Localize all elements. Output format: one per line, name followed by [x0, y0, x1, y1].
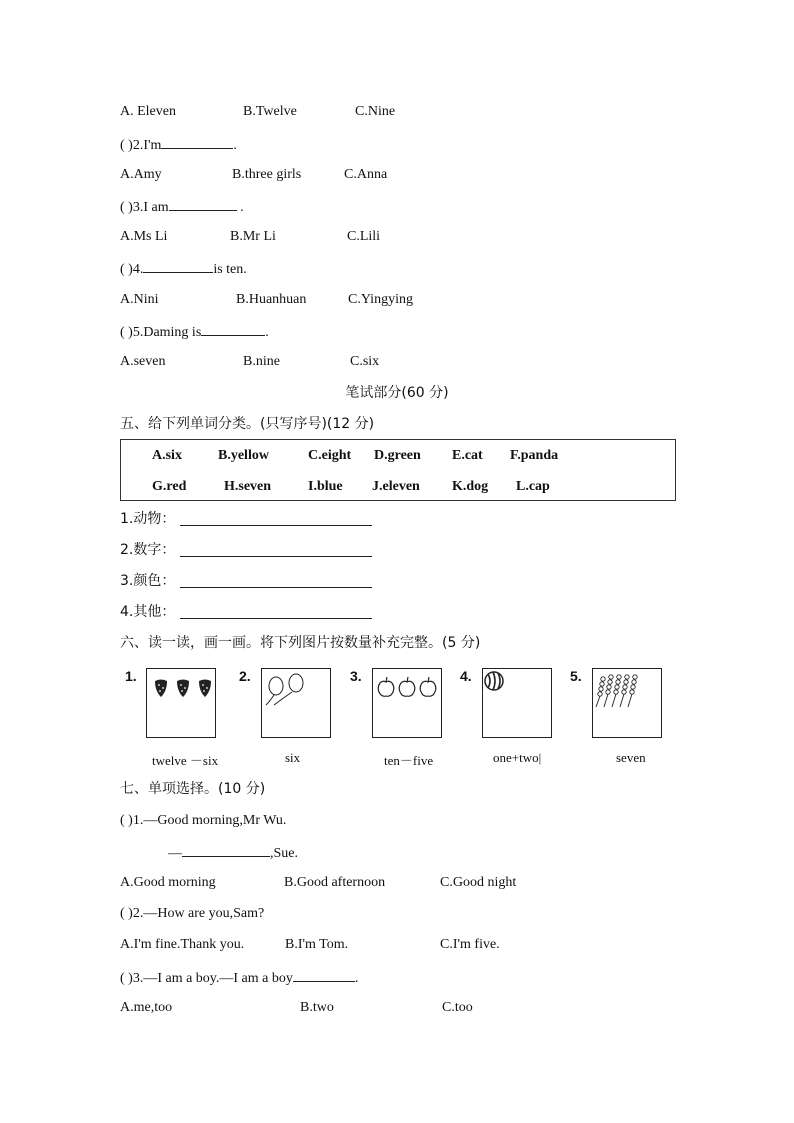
answer-paren[interactable]: ( ) [120, 262, 133, 277]
option-c: C.Yingying [348, 292, 413, 307]
question-end: . [233, 138, 237, 153]
answer-blank[interactable] [161, 134, 233, 149]
options-row-7-3 [120, 998, 600, 1018]
answer-paren[interactable]: ( ) [120, 906, 133, 921]
option-a: A.me,too [120, 1000, 173, 1015]
answer-blank[interactable] [182, 842, 270, 857]
question-7-1-reply [168, 842, 298, 862]
picture-caption: one+two| [493, 750, 542, 765]
reply-end: ,Sue. [270, 846, 298, 861]
option-a: A. Eleven [120, 104, 176, 119]
answer-paren[interactable]: ( ) [120, 813, 133, 828]
question-end: is ten. [213, 262, 247, 277]
question-text: 2.I'm [132, 138, 162, 153]
word-bank-box [120, 439, 676, 501]
option-b: B.Huanhuan [236, 292, 307, 307]
option-a: A.I'm fine.Thank you. [120, 937, 245, 952]
option-c: C.six [350, 354, 380, 369]
balloon-icon [262, 669, 330, 737]
option-a: A.Good morning [120, 875, 216, 890]
question-text: 1.—Good morning,Mr Wu. [132, 813, 287, 828]
options-row-1 [120, 102, 520, 122]
options-row-3 [120, 227, 520, 247]
options-row-4 [120, 290, 520, 310]
picture-caption: six [285, 750, 301, 765]
question-7-3 [120, 967, 358, 987]
option-a: A.Ms Li [120, 229, 168, 244]
option-c: C.too [442, 1000, 473, 1015]
word-item: J.eleven [372, 479, 420, 494]
word-item: C.eight [308, 448, 352, 463]
category-answer-line[interactable] [180, 525, 372, 526]
picture-caption: seven [616, 750, 646, 765]
category-label-animals: 1.动物： [120, 511, 176, 527]
word-item: G.red [152, 479, 187, 494]
answer-paren[interactable]: ( ) [120, 971, 133, 986]
answer-paren[interactable]: ( ) [120, 200, 133, 215]
picture-box-strawberries[interactable] [146, 668, 216, 738]
word-item: F.panda [510, 448, 559, 463]
options-row-7-1 [120, 873, 600, 893]
picture-number: 5. [570, 668, 582, 684]
word-item: K.dog [452, 479, 489, 494]
question-end: . [236, 200, 244, 215]
option-b: B.Twelve [243, 104, 297, 119]
picture-caption: twelve －six [152, 753, 219, 768]
question-3 [120, 196, 244, 216]
section-6-title: 六、读一读，画一画。将下列图片按数量补充完整。(5 分) [120, 635, 481, 651]
answer-paren[interactable]: ( ) [120, 138, 133, 153]
category-label-colors: 3.颜色： [120, 573, 176, 589]
picture-caption: ten－five [384, 753, 434, 768]
answer-blank[interactable] [293, 967, 355, 982]
option-c: C.Good night [440, 875, 517, 890]
question-end: . [265, 325, 269, 340]
option-b: B.two [300, 1000, 334, 1015]
category-answer-line[interactable] [180, 556, 372, 557]
word-item: I.blue [308, 479, 343, 494]
written-part-title: 笔试部分(60 分) [345, 385, 449, 401]
category-answer-line[interactable] [180, 618, 372, 619]
option-c: C.Lili [347, 229, 381, 244]
word-item: B.yellow [218, 448, 269, 463]
word-item: L.cap [516, 479, 550, 494]
question-text: 5.Daming is [132, 325, 202, 340]
picture-number: 1. [125, 668, 137, 684]
option-c: C.Anna [344, 167, 388, 182]
picture-box-apples[interactable] [372, 668, 442, 738]
question-5 [120, 321, 269, 341]
reply-dash: — [168, 846, 182, 861]
option-a: A.Amy [120, 167, 162, 182]
category-answer-line[interactable] [180, 587, 372, 588]
answer-blank[interactable] [201, 321, 265, 336]
answer-blank[interactable] [143, 258, 213, 273]
strawberry-icon [147, 669, 215, 737]
picture-box-candied-haws[interactable] [592, 668, 662, 738]
question-2 [120, 134, 237, 154]
word-item: A.six [152, 448, 182, 463]
question-end: . [354, 971, 359, 986]
question-text: 4. [132, 262, 144, 277]
apple-icon [373, 669, 441, 737]
word-item: E.cat [452, 448, 483, 463]
picture-number: 3. [350, 668, 362, 684]
answer-paren[interactable]: ( ) [120, 325, 133, 340]
option-c: C.Nine [355, 104, 396, 119]
options-row-5 [120, 352, 520, 372]
candied-haws-icon [593, 669, 661, 737]
option-a: A.seven [120, 354, 166, 369]
question-7-2 [120, 904, 264, 924]
category-label-numbers: 2.数字： [120, 542, 176, 558]
section-5-title: 五、给下列单词分类。(只写序号)(12 分) [120, 416, 375, 432]
picture-box-watermelon[interactable] [482, 668, 552, 738]
section-7-title: 七、单项选择。(10 分) [120, 781, 266, 797]
picture-number: 2. [239, 668, 251, 684]
question-4 [120, 258, 247, 278]
word-item: D.green [374, 448, 421, 463]
options-row-2 [120, 165, 520, 185]
option-a: A.Nini [120, 292, 159, 307]
picture-box-balloons[interactable] [261, 668, 331, 738]
question-text: 3.I am [132, 200, 169, 215]
option-b: B.Mr Li [230, 229, 276, 244]
question-7-1 [120, 811, 286, 831]
word-item: H.seven [224, 479, 272, 494]
option-c: C.I'm five. [440, 937, 500, 952]
option-b: B.three girls [232, 167, 302, 182]
watermelon-icon [483, 669, 551, 737]
picture-number: 4. [460, 668, 472, 684]
option-b: B.nine [243, 354, 280, 369]
category-label-others: 4.其他： [120, 604, 176, 620]
option-b: B.Good afternoon [284, 875, 386, 890]
answer-blank[interactable] [169, 196, 237, 211]
option-b: B.I'm Tom. [285, 937, 349, 952]
question-text: 3.—I am a boy.—I am a boy [132, 971, 293, 986]
question-text: 2.—How are you,Sam? [132, 906, 265, 921]
options-row-7-2 [120, 935, 600, 955]
